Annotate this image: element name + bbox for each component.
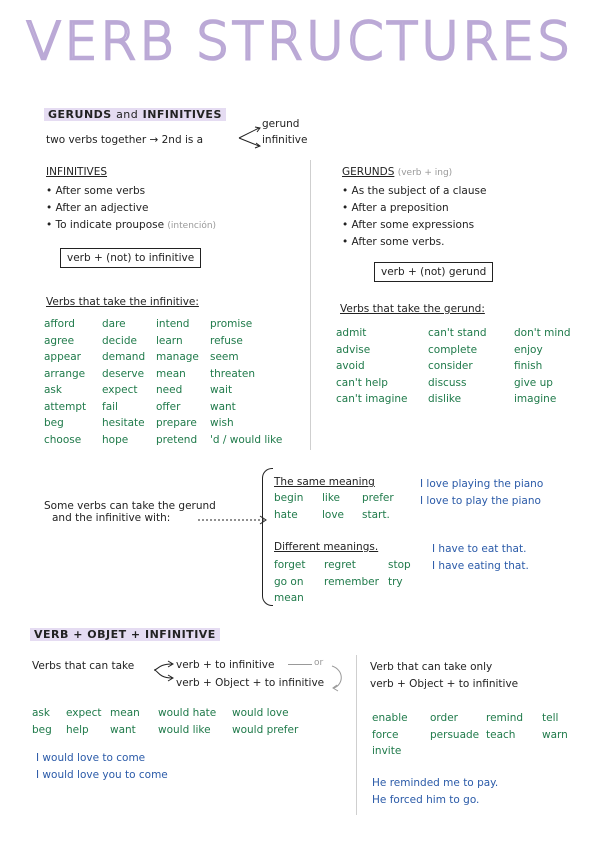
verb-cell: would hate bbox=[158, 707, 217, 719]
verb-cell: dare bbox=[102, 318, 126, 330]
verb-cell: can't imagine bbox=[336, 393, 408, 405]
infinitives-bullet-2: • After an adjective bbox=[46, 202, 149, 214]
infinitives-bullet-1: • After some verbs bbox=[46, 185, 146, 197]
verb-cell: begin bbox=[274, 492, 304, 504]
right-example-2: He forced him to go. bbox=[372, 794, 480, 806]
verb-cell: try bbox=[388, 575, 403, 588]
verb-cell: learn bbox=[156, 334, 183, 347]
gerund-list-heading: Verbs that take the gerund: bbox=[340, 303, 485, 315]
gerunds-bullet-1: • As the subject of a clause bbox=[342, 185, 487, 197]
verb-cell: 'd / would like bbox=[210, 433, 283, 446]
both-brace bbox=[262, 468, 273, 606]
or-label: or bbox=[314, 658, 324, 668]
verb-cell: demand bbox=[102, 351, 146, 363]
right-line-1: Verb that can take only bbox=[370, 661, 493, 673]
arrow-bottom-text: verb + Object + to infinitive bbox=[176, 677, 325, 689]
verb-cell: decide bbox=[102, 334, 137, 347]
verb-cell: would love bbox=[232, 707, 289, 719]
diff-example-2: I have eating that. bbox=[432, 560, 529, 572]
verb-cell: go on bbox=[274, 575, 304, 588]
gerunds-bullet-4: • After some verbs. bbox=[342, 236, 445, 248]
verb-cell: deserve bbox=[102, 367, 145, 380]
split-arrow-icon bbox=[152, 656, 176, 684]
verb-cell: would like bbox=[158, 723, 211, 736]
verb-cell: ask bbox=[44, 384, 62, 396]
or-line bbox=[288, 664, 312, 665]
both-intro-line-1: Some verbs can take the gerund bbox=[44, 500, 216, 512]
gerund-verb-grid bbox=[336, 325, 594, 408]
infinitives-heading: INFINITIVES bbox=[46, 166, 108, 178]
verb-cell: arrange bbox=[44, 367, 86, 380]
different-meanings-heading: Different meanings. bbox=[274, 541, 379, 553]
branch-infinitive: infinitive bbox=[262, 134, 308, 146]
verb-cell: afford bbox=[44, 318, 75, 330]
column-divider bbox=[310, 160, 311, 450]
verb-cell: teach bbox=[486, 728, 516, 741]
verb-cell: remind bbox=[486, 712, 524, 724]
verb-cell: seem bbox=[210, 351, 239, 363]
verb-cell: invite bbox=[372, 745, 402, 757]
infinitives-bullet-3 bbox=[46, 217, 216, 235]
verb-cell: dislike bbox=[428, 393, 462, 405]
same-meaning-grid bbox=[274, 490, 412, 523]
verb-cell: expect bbox=[102, 384, 138, 396]
verb-cell: wait bbox=[210, 384, 233, 396]
verb-cell bbox=[486, 743, 542, 760]
verb-cell: mean bbox=[156, 367, 186, 380]
arrow-top-text: verb + to infinitive bbox=[176, 659, 275, 671]
two-verbs-intro: two verbs together → 2nd is a bbox=[46, 134, 204, 146]
gerunds-heading: GERUNDS bbox=[342, 166, 395, 178]
gerunds-bullet-2: • After a preposition bbox=[342, 202, 449, 214]
verb-cell: hate bbox=[274, 508, 298, 521]
verb-cell bbox=[388, 590, 428, 607]
verb-cell: expect bbox=[66, 707, 102, 719]
right-verb-grid bbox=[372, 710, 582, 760]
verb-cell: hope bbox=[102, 433, 129, 446]
verb-cell: enjoy bbox=[514, 343, 543, 356]
verb-cell: give up bbox=[514, 376, 553, 389]
verb-cell: threaten bbox=[210, 367, 255, 380]
same-example-1: I love playing the piano bbox=[420, 478, 544, 490]
verb-cell: regret bbox=[324, 559, 356, 571]
verb-cell: appear bbox=[44, 351, 81, 363]
verb-cell: imagine bbox=[514, 393, 557, 405]
left-intro: Verbs that can take bbox=[32, 660, 135, 672]
verb-cell: would prefer bbox=[232, 723, 299, 736]
verb-cell: refuse bbox=[210, 334, 243, 347]
verb-cell bbox=[542, 743, 582, 760]
verb-cell: stop bbox=[388, 559, 411, 571]
verb-cell: choose bbox=[44, 433, 82, 446]
verb-cell: finish bbox=[514, 360, 543, 372]
verb-cell: enable bbox=[372, 712, 408, 724]
verb-cell: remember bbox=[324, 575, 379, 588]
verb-cell: need bbox=[156, 384, 183, 396]
verb-cell: complete bbox=[428, 343, 478, 356]
left-example-1: I would love to come bbox=[36, 752, 146, 764]
verb-cell: want bbox=[110, 723, 136, 736]
gerunds-heading-note: (verb + ing) bbox=[397, 168, 453, 178]
verb-cell: prefer bbox=[362, 492, 394, 504]
verb-cell: want bbox=[210, 400, 236, 413]
verb-cell: persuade bbox=[430, 728, 480, 741]
left-verb-grid bbox=[32, 705, 312, 738]
verb-cell: force bbox=[372, 728, 399, 741]
verb-cell: agree bbox=[44, 334, 75, 347]
right-example-1: He reminded me to pay. bbox=[372, 777, 499, 789]
verb-cell: can't help bbox=[336, 376, 388, 389]
infinitive-formula-box: verb + (not) to infinitive bbox=[60, 248, 201, 268]
verb-cell bbox=[324, 590, 388, 607]
infinitives-bullet-3-text: • To indicate proupose bbox=[46, 219, 165, 231]
heading-gerunds: GERUNDS bbox=[48, 108, 112, 121]
verb-cell: beg bbox=[32, 723, 52, 736]
verb-cell: advise bbox=[336, 343, 371, 356]
infinitive-verb-grid bbox=[44, 316, 300, 448]
verb-cell bbox=[430, 743, 486, 760]
verb-cell: like bbox=[322, 492, 341, 504]
verb-cell: attempt bbox=[44, 400, 87, 413]
verb-cell: start. bbox=[362, 508, 390, 521]
verb-cell: love bbox=[322, 508, 345, 521]
heading-and: and bbox=[116, 108, 139, 121]
both-intro bbox=[44, 500, 216, 524]
verb-cell: can't stand bbox=[428, 327, 487, 339]
verb-cell: beg bbox=[44, 417, 64, 429]
heading-infinitives: INFINITIVES bbox=[142, 108, 222, 121]
verb-cell: consider bbox=[428, 360, 473, 372]
verb-cell: admit bbox=[336, 327, 367, 339]
verb-cell: hesitate bbox=[102, 417, 145, 429]
left-example-2: I would love you to come bbox=[36, 769, 168, 781]
verb-cell: tell bbox=[542, 712, 559, 724]
branch-arrows-icon bbox=[237, 124, 263, 150]
different-meanings-grid bbox=[274, 557, 428, 607]
same-example-2: I love to play the piano bbox=[420, 495, 541, 507]
branch-gerund: gerund bbox=[262, 118, 300, 130]
verb-cell: mean bbox=[274, 592, 304, 604]
infinitive-list-heading: Verbs that take the infinitive: bbox=[46, 296, 199, 308]
page-title: VERB STRUCTURES bbox=[25, 12, 574, 72]
both-intro-line-2: and the infinitive with: bbox=[52, 512, 171, 524]
dotted-arrow-icon bbox=[196, 510, 272, 530]
gerunds-bullet-3: • After some expressions bbox=[342, 219, 475, 231]
verb-object-infinitive-heading: VERB + OBJET + INFINITIVE bbox=[30, 628, 220, 641]
curved-return-arrow-icon bbox=[328, 664, 348, 694]
diff-example-1: I have to eat that. bbox=[432, 543, 527, 555]
verb-cell: intend bbox=[156, 318, 190, 330]
verb-cell: promise bbox=[210, 318, 253, 330]
verb-cell: mean bbox=[110, 707, 140, 719]
verb-cell: warn bbox=[542, 728, 568, 741]
verb-cell: discuss bbox=[428, 376, 467, 389]
verb-cell: don't mind bbox=[514, 327, 571, 339]
section-gerunds-infinitives-heading bbox=[44, 108, 226, 121]
verb-cell: avoid bbox=[336, 360, 365, 372]
verb-cell: fail bbox=[102, 400, 118, 413]
verb-cell: help bbox=[66, 723, 89, 736]
same-meaning-heading: The same meaning bbox=[274, 476, 375, 488]
verb-cell: order bbox=[430, 712, 458, 724]
verb-cell: pretend bbox=[156, 433, 198, 446]
intention-note: (intención) bbox=[167, 221, 217, 231]
section3-divider bbox=[356, 655, 357, 815]
verb-cell: prepare bbox=[156, 417, 197, 429]
right-line-2: verb + Object + to infinitive bbox=[370, 678, 519, 690]
gerund-formula-box: verb + (not) gerund bbox=[374, 262, 493, 282]
verb-cell: ask bbox=[32, 707, 50, 719]
verb-cell: forget bbox=[274, 559, 306, 571]
gerunds-heading-row bbox=[342, 166, 452, 178]
verb-cell: wish bbox=[210, 417, 234, 429]
verb-cell: offer bbox=[156, 400, 181, 413]
verb-cell: manage bbox=[156, 351, 199, 363]
